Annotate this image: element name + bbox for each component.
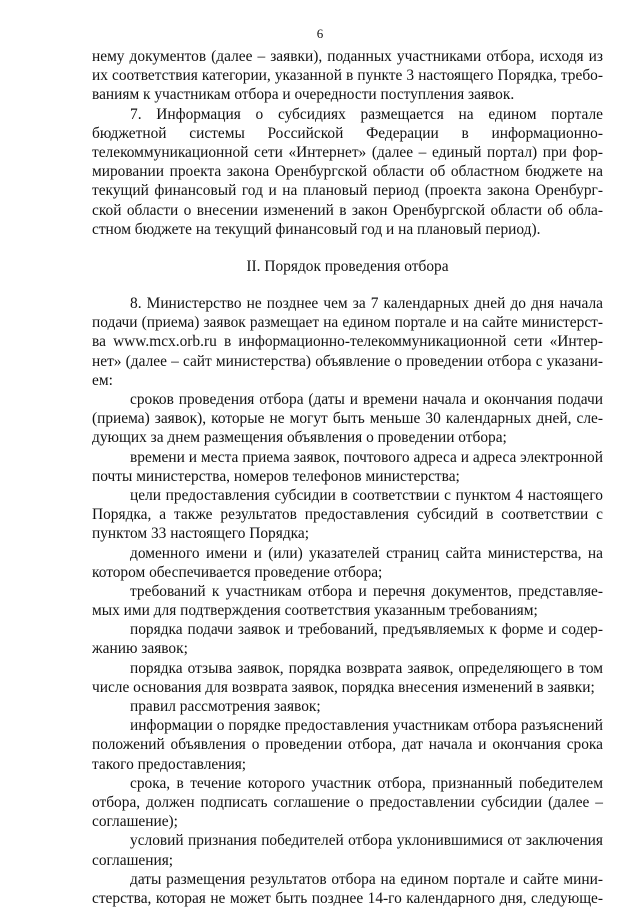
paragraph (92, 582, 603, 620)
paragraph (92, 390, 603, 448)
paragraph-line: нет» (далее – сайт министерства) объявление о проведении отбора с указани- (92, 352, 603, 370)
page-number: 6 (316, 26, 324, 41)
paragraph-line: доменного имени и (или) указателей страниц сайта министерства, на (130, 544, 603, 562)
paragraph-line: бюджетной системы Российской Федерации в информационно- (92, 124, 603, 142)
paragraph-line: даты размещения результатов отбора на едином портале и сайте мини- (130, 870, 603, 888)
paragraph-line: соглашения; (92, 851, 174, 869)
section-heading: II. Порядок проведения отбора (246, 257, 449, 275)
paragraph (92, 544, 603, 582)
paragraph-line: 8. Министерство не позднее чем за 7 календарных дней до дня начала (130, 295, 603, 313)
paragraph-line: времени и места приема заявок, почтового адреса и адреса электронной (130, 448, 603, 466)
paragraph-line: порядка отзыва заявок, порядка возврата заявок, определяющего в том (130, 659, 603, 677)
paragraph-line: отбора, должен подписать соглашение о предоставлении субсидии (далее – (92, 793, 603, 811)
paragraph-line: ем: (92, 371, 113, 389)
paragraph-group-after-heading (92, 294, 603, 908)
paragraph-line: телекоммуникационной сети «Интернет» (далее – единый портал) при фор- (92, 143, 603, 161)
paragraph-line: их соответствия категории, указанной в пункте 3 настоящего Порядка, требо- (92, 67, 603, 85)
paragraph-line: почты министерства, номеров телефонов министерства; (92, 467, 460, 485)
paragraph (92, 47, 603, 105)
paragraph-line: соглашение); (92, 813, 178, 831)
paragraph-line: ваниям к участникам отбора и очередности поступления заявок. (92, 86, 515, 104)
paragraph-line: положений объявления о проведении отбора, дат начала и окончания срока (92, 736, 603, 754)
paragraph-line: ской области о внесении изменений в закон Оренбургской области об обла- (92, 201, 603, 219)
paragraph-line: такого предоставления; (92, 755, 247, 773)
paragraph (92, 620, 603, 658)
paragraph-line: котором обеспечивается проведение отбора; (92, 563, 383, 581)
paragraph-line: мых ими для подтверждения соответствия указанным требованиям; (92, 602, 538, 620)
paragraph-line: дующих за днем размещения объявления о проведении отбора; (92, 429, 507, 447)
paragraph (92, 870, 603, 908)
paragraph-line: нему документов (далее – заявки), поданных участниками отбора, исходя из (92, 48, 603, 65)
paragraph (92, 716, 603, 774)
paragraph (92, 294, 603, 390)
paragraph-line: сроков проведения отбора (даты и времени начала и окончания подачи (130, 391, 603, 408)
paragraph (92, 697, 603, 716)
paragraph-line: требований к участникам отбора и перечня документов, представляе- (130, 582, 603, 600)
paragraph-line: пунктом 33 настоящего Порядка; (92, 525, 310, 543)
paragraph-line: стерства, которая не может быть позднее 14-го календарного дня, следующе- (92, 889, 603, 907)
paragraph-line: подачи (приема) заявок размещает на едином портале и на сайте министерст- (92, 314, 603, 332)
paragraph (92, 774, 603, 832)
paragraph-line: порядка подачи заявок и требований, предъявляемых к форме и содер- (130, 621, 603, 639)
paragraph-line: текущий финансовый год и на плановый период (проекта закона Оренбург- (92, 182, 603, 200)
paragraph-line: ва www.mcx.orb.ru в информационно-телекоммуникационной сети «Интер- (92, 333, 603, 351)
document-body (92, 47, 603, 908)
paragraph-line: числе основания для возврата заявок, порядка внесения изменений в заявки; (92, 678, 595, 696)
paragraph-line: цели предоставления субсидии в соответствии с пунктом 4 настоящего (130, 486, 603, 504)
paragraph-line: Порядка, а также результатов предоставления субсидий в соответствии с (92, 506, 603, 524)
paragraph (92, 448, 603, 486)
paragraph-line: (приема) заявок), которые не могут быть меньше 30 календарных дней, сле- (92, 410, 603, 428)
paragraph (92, 831, 603, 869)
paragraph-line: мировании проекта закона Оренбургской области об областном бюджете на (92, 163, 603, 181)
paragraph-line: жанию заявок; (92, 640, 188, 658)
paragraph-line: стном бюджете на текущий финансовый год и на плановый период). (92, 220, 541, 238)
paragraph-line: 7. Информация о субсидиях размещается на едином портале (130, 105, 603, 123)
paragraph-line: условий признания победителей отбора уклонившимися от заключения (130, 832, 603, 850)
paragraph (92, 659, 603, 697)
paragraph-group-before-heading (92, 47, 603, 239)
paragraph-line: правил рассмотрения заявок; (130, 698, 321, 715)
paragraph (92, 105, 603, 239)
paragraph-line: информации о порядке предоставления участникам отбора разъяснений (130, 717, 603, 735)
paragraph-line: срока, в течение которого участник отбора, признанный победителем (130, 774, 603, 792)
paragraph (92, 486, 603, 544)
